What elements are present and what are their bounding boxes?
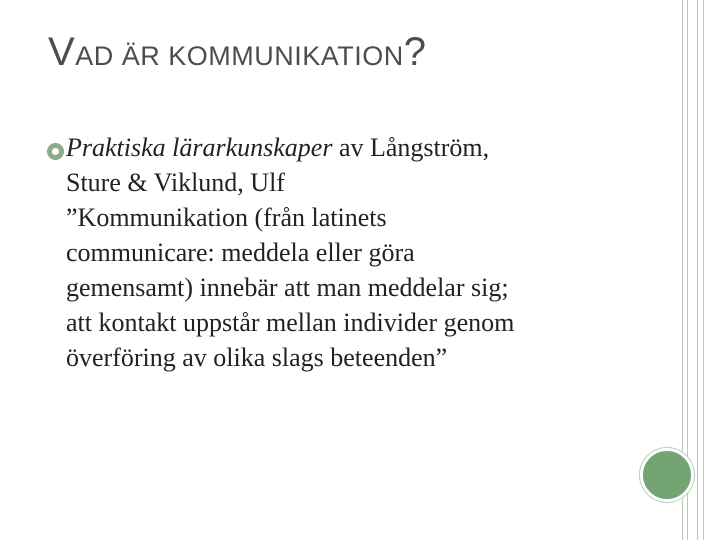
- slide-title: [48, 30, 426, 75]
- title-rest: AD ÄR KOMMUNIKATION: [75, 41, 404, 71]
- bullet-icon: [47, 143, 64, 160]
- bullet-line-3: ”Kommunikation (från latinets: [66, 203, 387, 232]
- decorative-circle: [640, 448, 694, 502]
- bullet-line-2: Sture & Viklund, Ulf: [66, 168, 285, 197]
- frame-line: [697, 0, 698, 540]
- title-question-mark: ?: [403, 30, 427, 74]
- bullet-line-4: communicare: meddela eller göra: [66, 238, 415, 267]
- bullet-line-6: att kontakt uppstår mellan individer genom: [66, 308, 515, 337]
- author-part: av Långström,: [332, 133, 490, 162]
- title-first-letter: V: [48, 30, 76, 74]
- bullet-line-1: [66, 130, 656, 165]
- frame-line: [703, 0, 704, 540]
- bullet-line-7: överföring av olika slags beteenden”: [66, 343, 448, 372]
- book-title: Praktiska lärarkunskaper: [66, 133, 333, 162]
- bullet-text: [66, 130, 656, 375]
- bullet-line-5: gemensamt) innebär att man meddelar sig;: [66, 273, 509, 302]
